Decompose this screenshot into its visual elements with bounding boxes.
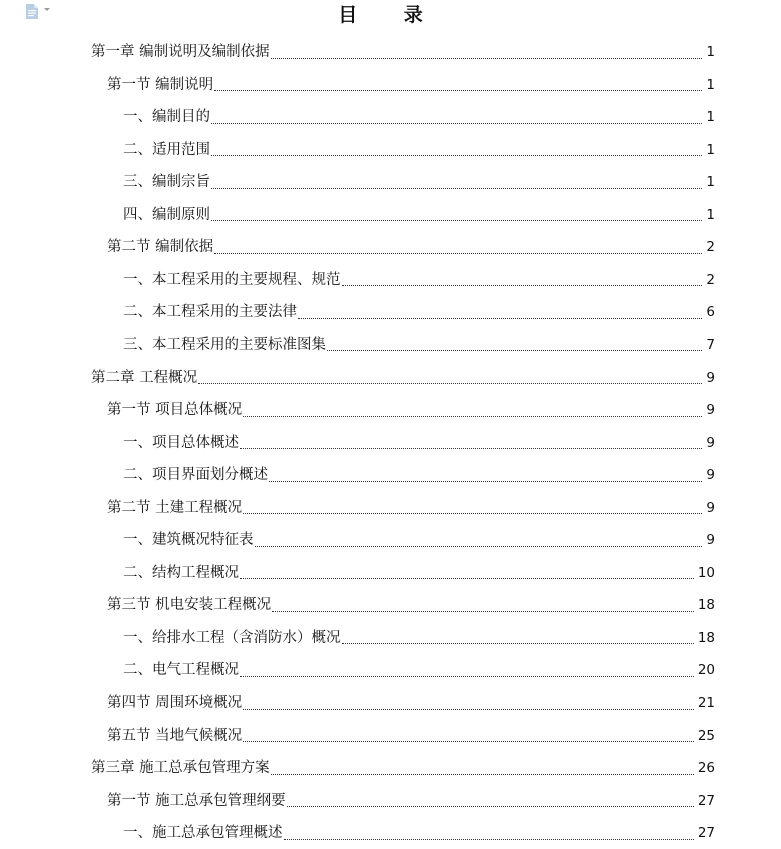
toc-entry[interactable] bbox=[107, 492, 715, 524]
toc-entry[interactable] bbox=[123, 524, 715, 556]
toc-entry-label: 一、给排水工程（含消防水）概况 bbox=[123, 629, 341, 646]
toc-entry-page: 18 bbox=[697, 597, 715, 614]
toc-entry[interactable] bbox=[123, 622, 715, 654]
dot-leader bbox=[243, 513, 702, 514]
toc-entry[interactable] bbox=[91, 36, 715, 68]
toc-entry-label: 第一节 编制说明 bbox=[107, 76, 214, 93]
toc-entry-page: 9 bbox=[706, 532, 715, 549]
toc-entry[interactable] bbox=[107, 720, 715, 752]
toc-entry-label: 第四节 周围环境概况 bbox=[107, 695, 243, 711]
dot-leader bbox=[298, 318, 702, 319]
toc-entry-label: 二、适用范围 bbox=[123, 141, 210, 158]
toc-entry[interactable] bbox=[123, 199, 715, 231]
toc-entry-page: 21 bbox=[697, 695, 715, 711]
toc-entry-label: 第一节 施工总承包管理纲要 bbox=[107, 792, 286, 809]
toc-entry[interactable] bbox=[123, 264, 715, 296]
toc-entry-label: 四、编制原则 bbox=[123, 206, 210, 223]
toc-entry-page: 26 bbox=[697, 760, 715, 777]
dot-leader bbox=[342, 643, 694, 644]
toc-entry-page: 6 bbox=[706, 304, 715, 321]
dot-leader bbox=[284, 839, 694, 840]
dot-leader bbox=[243, 416, 702, 417]
toc-entry-page: 2 bbox=[706, 239, 715, 256]
toc-entry[interactable] bbox=[107, 589, 715, 621]
toc-entry[interactable] bbox=[107, 785, 715, 817]
toc-entry[interactable] bbox=[123, 459, 715, 491]
dot-leader bbox=[214, 90, 702, 91]
toc-entry-label: 一、本工程采用的主要规程、规范 bbox=[123, 271, 341, 288]
toc-entry-page: 1 bbox=[706, 44, 715, 60]
toc-entry-page: 1 bbox=[706, 141, 715, 158]
dot-leader bbox=[287, 806, 694, 807]
toc-entry-label: 二、本工程采用的主要法律 bbox=[123, 304, 297, 321]
dot-leader bbox=[269, 481, 702, 482]
toc-entry-page: 9 bbox=[706, 402, 715, 419]
toc-entry-page: 25 bbox=[697, 727, 715, 744]
toc-entry[interactable] bbox=[123, 329, 715, 361]
dot-leader bbox=[211, 155, 702, 156]
toc-entry[interactable] bbox=[91, 362, 715, 394]
toc-entry-label: 第三章 施工总承包管理方案 bbox=[91, 760, 270, 777]
dot-leader bbox=[243, 709, 694, 710]
toc-entry-label: 二、结构工程概况 bbox=[123, 564, 239, 581]
toc-entry[interactable] bbox=[107, 69, 715, 101]
toc-entry[interactable] bbox=[107, 231, 715, 263]
dot-leader bbox=[342, 285, 703, 286]
dot-leader bbox=[327, 350, 702, 351]
toc-entry-label: 三、编制宗旨 bbox=[123, 174, 210, 191]
toc-entry-label: 三、本工程采用的主要标准图集 bbox=[123, 336, 326, 353]
toc-entry-label: 第三节 机电安装工程概况 bbox=[107, 597, 272, 614]
toc-entry-page: 2 bbox=[706, 271, 715, 288]
toc-entry[interactable] bbox=[123, 557, 715, 589]
toc-entry-page: 1 bbox=[706, 76, 715, 93]
toc-entry-page: 27 bbox=[697, 825, 715, 842]
toc-entry-label: 二、电气工程概况 bbox=[123, 662, 239, 679]
toc-entry-page: 1 bbox=[706, 206, 715, 223]
toc-entry[interactable] bbox=[123, 101, 715, 133]
toc-entry[interactable] bbox=[123, 296, 715, 328]
toc-entry[interactable] bbox=[123, 654, 715, 686]
toc-entry-page: 1 bbox=[706, 174, 715, 191]
toc-entry-label: 二、项目界面划分概述 bbox=[123, 467, 268, 484]
dot-leader bbox=[272, 611, 694, 612]
dot-leader bbox=[255, 546, 703, 547]
toc-entry[interactable] bbox=[107, 394, 715, 426]
toc-entry-label: 一、施工总承包管理概述 bbox=[123, 825, 283, 842]
toc-entry-label: 第一章 编制说明及编制依据 bbox=[91, 44, 270, 60]
dot-leader bbox=[211, 123, 702, 124]
dot-leader bbox=[243, 741, 694, 742]
dot-leader bbox=[240, 578, 694, 579]
toc-entry[interactable] bbox=[123, 134, 715, 166]
toc-entry[interactable] bbox=[91, 752, 715, 784]
toc-entry-label: 第一节 项目总体概况 bbox=[107, 402, 243, 419]
dot-leader bbox=[271, 774, 694, 775]
toc-entry-page: 9 bbox=[706, 467, 715, 484]
page-title: 目 录 bbox=[338, 4, 443, 26]
toc-entry-label: 第二节 编制依据 bbox=[107, 239, 214, 256]
dot-leader bbox=[198, 383, 702, 384]
dot-leader bbox=[211, 188, 702, 189]
toc-entry-label: 第二章 工程概况 bbox=[91, 369, 198, 386]
dot-leader bbox=[271, 58, 703, 59]
dot-leader bbox=[240, 676, 694, 677]
toc-entry-label: 第五节 当地气候概况 bbox=[107, 727, 243, 744]
dot-leader bbox=[240, 448, 702, 449]
toc-entry-page: 20 bbox=[697, 662, 715, 679]
toc-entry-label: 一、编制目的 bbox=[123, 109, 210, 126]
toc-entry-page: 9 bbox=[706, 499, 715, 516]
toc-entry-page: 10 bbox=[697, 564, 715, 581]
toc-entry[interactable] bbox=[123, 817, 715, 849]
toc-entry-label: 第二节 土建工程概况 bbox=[107, 499, 243, 516]
dot-leader bbox=[214, 253, 702, 254]
toc-entry-page: 7 bbox=[706, 336, 715, 353]
toc-entry-page: 9 bbox=[706, 434, 715, 451]
toc-entry[interactable] bbox=[107, 687, 715, 719]
toc-entry[interactable] bbox=[123, 166, 715, 198]
toc-entry-label: 一、项目总体概述 bbox=[123, 434, 239, 451]
toc-entry-page: 9 bbox=[706, 369, 715, 386]
toc-entry-label: 一、建筑概况特征表 bbox=[123, 532, 254, 549]
toc-entry-page: 18 bbox=[697, 629, 715, 646]
toc-entry-page: 1 bbox=[706, 109, 715, 126]
toc-entry-page: 27 bbox=[697, 792, 715, 809]
dot-leader bbox=[211, 220, 702, 221]
toc-entry[interactable] bbox=[123, 427, 715, 459]
